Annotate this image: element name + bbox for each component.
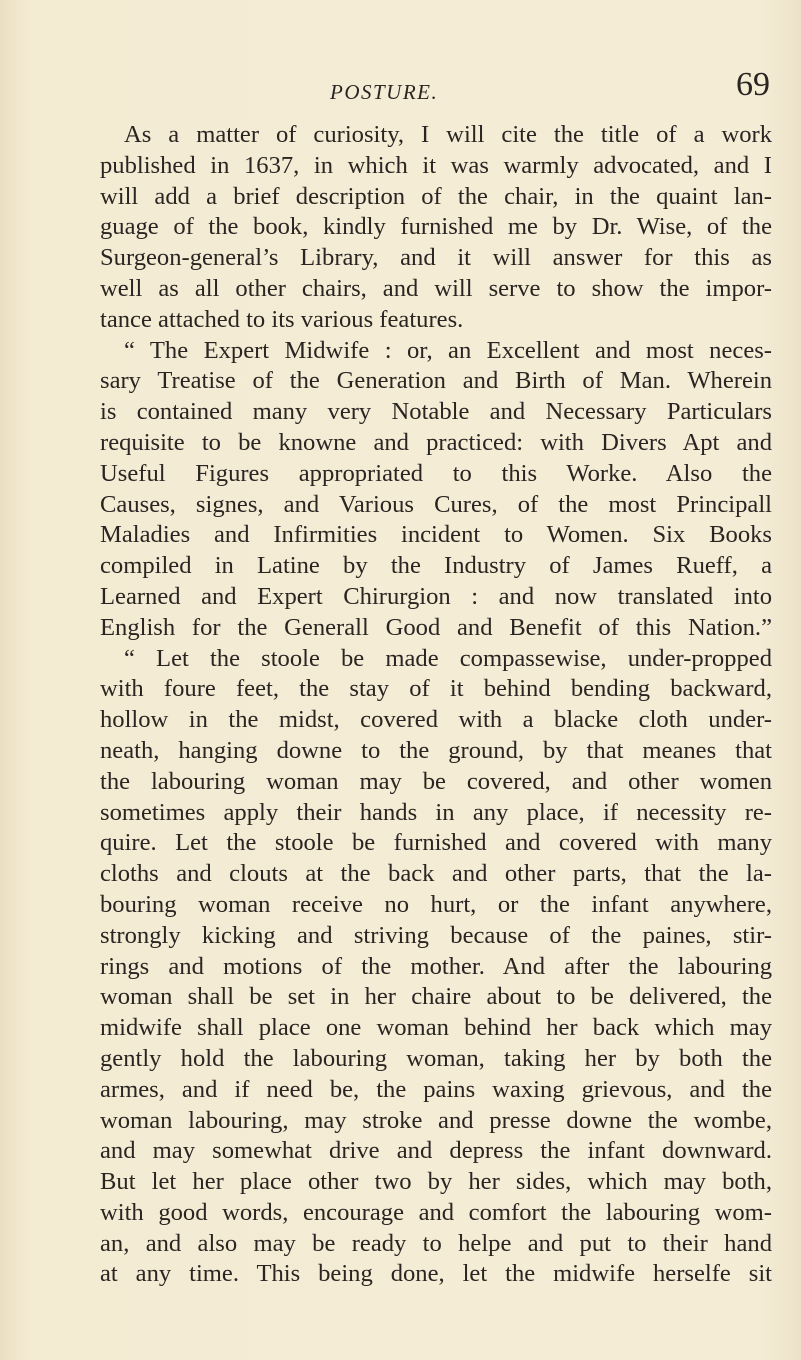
text-line: neath, hanging downe to the ground, by that meanes that [100,736,772,764]
text-line: English for the Generall Good and Benefit of this Nation.” [100,613,772,641]
text-line: will add a brief description of the chair, in the quaint lan- [100,182,772,210]
text-line: tance attached to its various features. [100,305,464,333]
text-line: guage of the book, kindly furnished me by Dr. Wise, of the [100,213,772,241]
text-line: rings and motions of the mother. And after the labouring [100,952,772,980]
text-line: well as all other chairs, and will serve to show the impor- [100,274,772,302]
text-line: Surgeon-general’s Library, and it will answer for this as [100,244,772,272]
text-line: armes, and if need be, the pains waxing grievous, and the [100,1075,772,1103]
running-head: POSTURE. [330,80,439,104]
text-line: woman shall be set in her chaire about to be delivered, the [100,983,772,1011]
text-line: “ The Expert Midwife : or, an Excellent and most neces- [124,336,772,364]
text-line: an, and also may be ready to helpe and put to their hand [100,1229,772,1257]
text-line: bouring woman receive no hurt, or the infant anywhere, [100,890,772,918]
text-line: Useful Figures appropriated to this Worke. Also the [100,459,772,487]
text-line: Learned and Expert Chirurgion : and now translated into [100,582,772,610]
text-line: cloths and clouts at the back and other parts, that the la- [100,860,772,888]
page-number: 69 [736,66,770,103]
text-line: woman labouring, may stroke and presse downe the wombe, [100,1106,772,1134]
text-line: and may somewhat drive and depress the infant downward. [100,1137,772,1165]
text-line: “ Let the stoole be made compassewise, under-propped [124,644,772,672]
body-text [100,120,772,1290]
text-line: with good words, encourage and comfort the labouring wom- [100,1198,772,1226]
text-line: at any time. This being done, let the midwife herselfe sit [100,1260,772,1288]
text-line: gently hold the labouring woman, taking her by both the [100,1044,772,1072]
text-line: with foure feet, the stay of it behind bending backward, [100,675,772,703]
text-line: published in 1637, in which it was warmly advocated, and I [100,151,772,179]
text-line: quire. Let the stoole be furnished and covered with many [100,829,772,857]
text-line: is contained many very Notable and Necessary Particulars [100,398,772,426]
text-line: midwife shall place one woman behind her back which may [100,1014,772,1042]
text-line: strongly kicking and striving because of the paines, stir- [100,921,772,949]
text-line: sometimes apply their hands in any place, if necessity re- [100,798,772,826]
text-line: the labouring woman may be covered, and other women [100,767,772,795]
text-line: hollow in the midst, covered with a blacke cloth under- [100,706,772,734]
page-header [100,66,772,106]
text-line: compiled in Latine by the Industry of James Rueff, a [100,552,772,580]
text-line: sary Treatise of the Generation and Birth of Man. Wherein [100,367,772,395]
text-line: Causes, signes, and Various Cures, of the most Principall [100,490,772,518]
text-line: But let her place other two by her sides, which may both, [100,1168,772,1196]
text-line: Maladies and Infirmities incident to Women. Six Books [100,521,772,549]
text-line: As a matter of curiosity, I will cite the title of a work [124,121,772,148]
text-line: requisite to be knowne and practiced: with Divers Apt and [100,428,772,456]
